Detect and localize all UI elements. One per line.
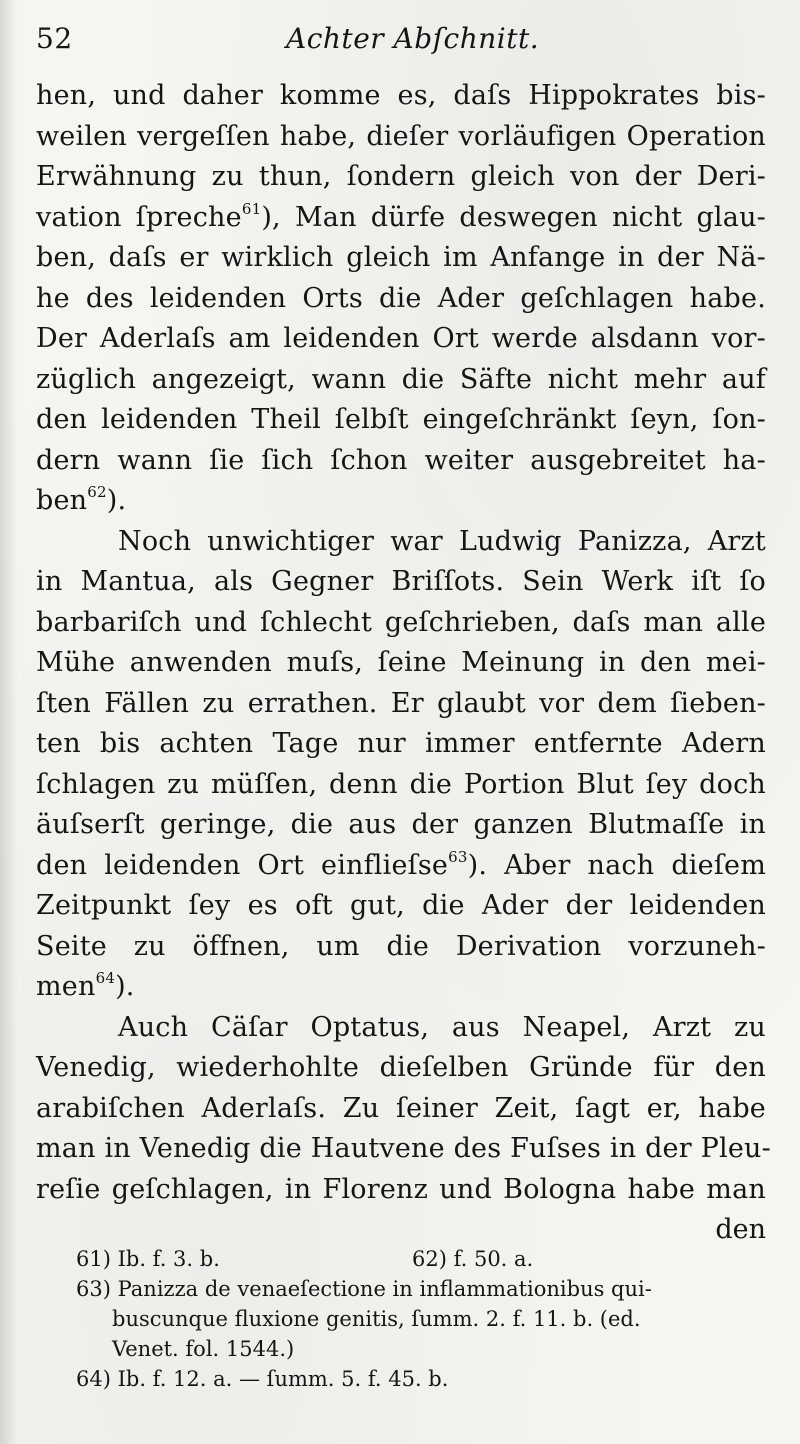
text-line: man in Venedig die Hautvene des Fuſses in der Pleu- [36, 1133, 771, 1164]
running-head: Achter Abſchnitt. [286, 22, 540, 55]
footnote-61: 61) Ib. f. 3. b. [76, 1247, 220, 1271]
text-line: in Mantua, als Gegner Briſſots. Sein Werk iſt ſo [36, 566, 766, 597]
text-line [36, 846, 766, 887]
text-line: ben, daſs er wirklich gleich im Anfange in der Nä- [36, 242, 766, 273]
text-fragment: ). [115, 971, 135, 1002]
text-line: äuſserſt geringe, die aus der ganzen Blutmaſſe in [36, 809, 766, 840]
text-line: ſten Fällen zu errathen. Er glaubt vor dem ſieben- [36, 687, 766, 719]
text-line: he des leidenden Orts die Ader geſchlagen habe. [36, 282, 766, 314]
footnote-62: 62) f. 50. a. [412, 1247, 534, 1271]
text-line: Seite zu öffnen, um die Derivation vorzuneh- [36, 930, 766, 962]
footnote-63-cont: Venet. fol. 1544.) [112, 1337, 295, 1361]
text-fragment: ). [106, 485, 127, 516]
text-line: Auch Cäſar Optatus, aus Neapel, Arzt zu [118, 1011, 766, 1043]
text-line: ten bis achten Tage nur immer entfernte Adern [36, 728, 766, 759]
text-line: reſie geſchlagen, in Florenz und Bologna habe man [36, 1173, 766, 1205]
text-line: weilen vergeſſen habe, dieſer vorläufigen Operation [36, 120, 766, 152]
text-line: dern wann ſie ſich ſchon weiter ausgebreitet ha- [36, 444, 766, 476]
footnote-ref: 63 [448, 847, 468, 866]
text-line: Noch unwichtiger war Ludwig Panizza, Arzt [118, 525, 766, 557]
text-line: arabiſchen Aderlaſs. Zu ſeiner Zeit, ſagt er, habe [36, 1092, 766, 1124]
catchword: den [715, 1214, 766, 1245]
body-text [36, 76, 771, 1251]
text-fragment: ), [261, 201, 281, 233]
text-fragment: den leidenden Ort einflieſse [36, 849, 449, 881]
footnote-ref: 61 [241, 199, 262, 218]
text-line: hen, und daher komme es, daſs Hippokrates bis- [36, 80, 766, 111]
text-line [36, 967, 766, 1008]
footnote-ref: 62 [87, 483, 107, 501]
text-line: Venedig, wiederhohlte dieſelben Gründe für den [36, 1052, 766, 1083]
text-line: Zeitpunkt ſey es oft gut, die Ader der leidenden [36, 890, 766, 921]
text-fragment: vation ſpreche [36, 201, 242, 233]
page-header [36, 16, 780, 60]
text-line: züglich angezeigt, wann die Säfte nicht mehr auf [36, 363, 766, 395]
footnote-64: 64) Ib. f. 12. a. — ſumm. 5. f. 45. b. [76, 1367, 449, 1391]
text-line [36, 481, 766, 522]
text-line: barbariſch und ſchlecht geſchrieben, daſs man alle [36, 606, 766, 638]
footnotes [76, 1244, 766, 1394]
text-fragment: men [36, 971, 96, 1002]
text-line [36, 198, 766, 239]
footnote-ref: 64 [95, 969, 116, 987]
page-number: 52 [36, 22, 73, 55]
text-line: ſchlagen zu müſſen, denn die Portion Blut ſey doch [36, 768, 766, 800]
footnote-63: 63) Panizza de venaeſectione in inflammationibus qui- [76, 1277, 652, 1301]
text-fragment: Man dürfe deswegen nicht glau- [294, 201, 766, 233]
text-fragment: Aber nach dieſem [504, 849, 766, 881]
text-line: Mühe anwenden muſs, ſeine Meinung in den mei- [36, 647, 766, 678]
page-edge-shadow [0, 0, 18, 1444]
text-line: Der Aderlaſs am leidenden Ort werde alsdann vor- [36, 323, 766, 354]
text-fragment: ). [467, 849, 488, 881]
footnote-row [76, 1244, 766, 1274]
text-line: den leidenden Theil ſelbſt eingeſchränkt ſeyn, ſon- [36, 404, 766, 435]
footnote-63-cont: buscunque fluxione genitis, ſumm. 2. f. 11. b. (ed. [112, 1307, 641, 1331]
text-line: Erwähnung zu thun, ſondern gleich von der Deri- [36, 161, 766, 192]
text-fragment: ben [36, 485, 88, 516]
